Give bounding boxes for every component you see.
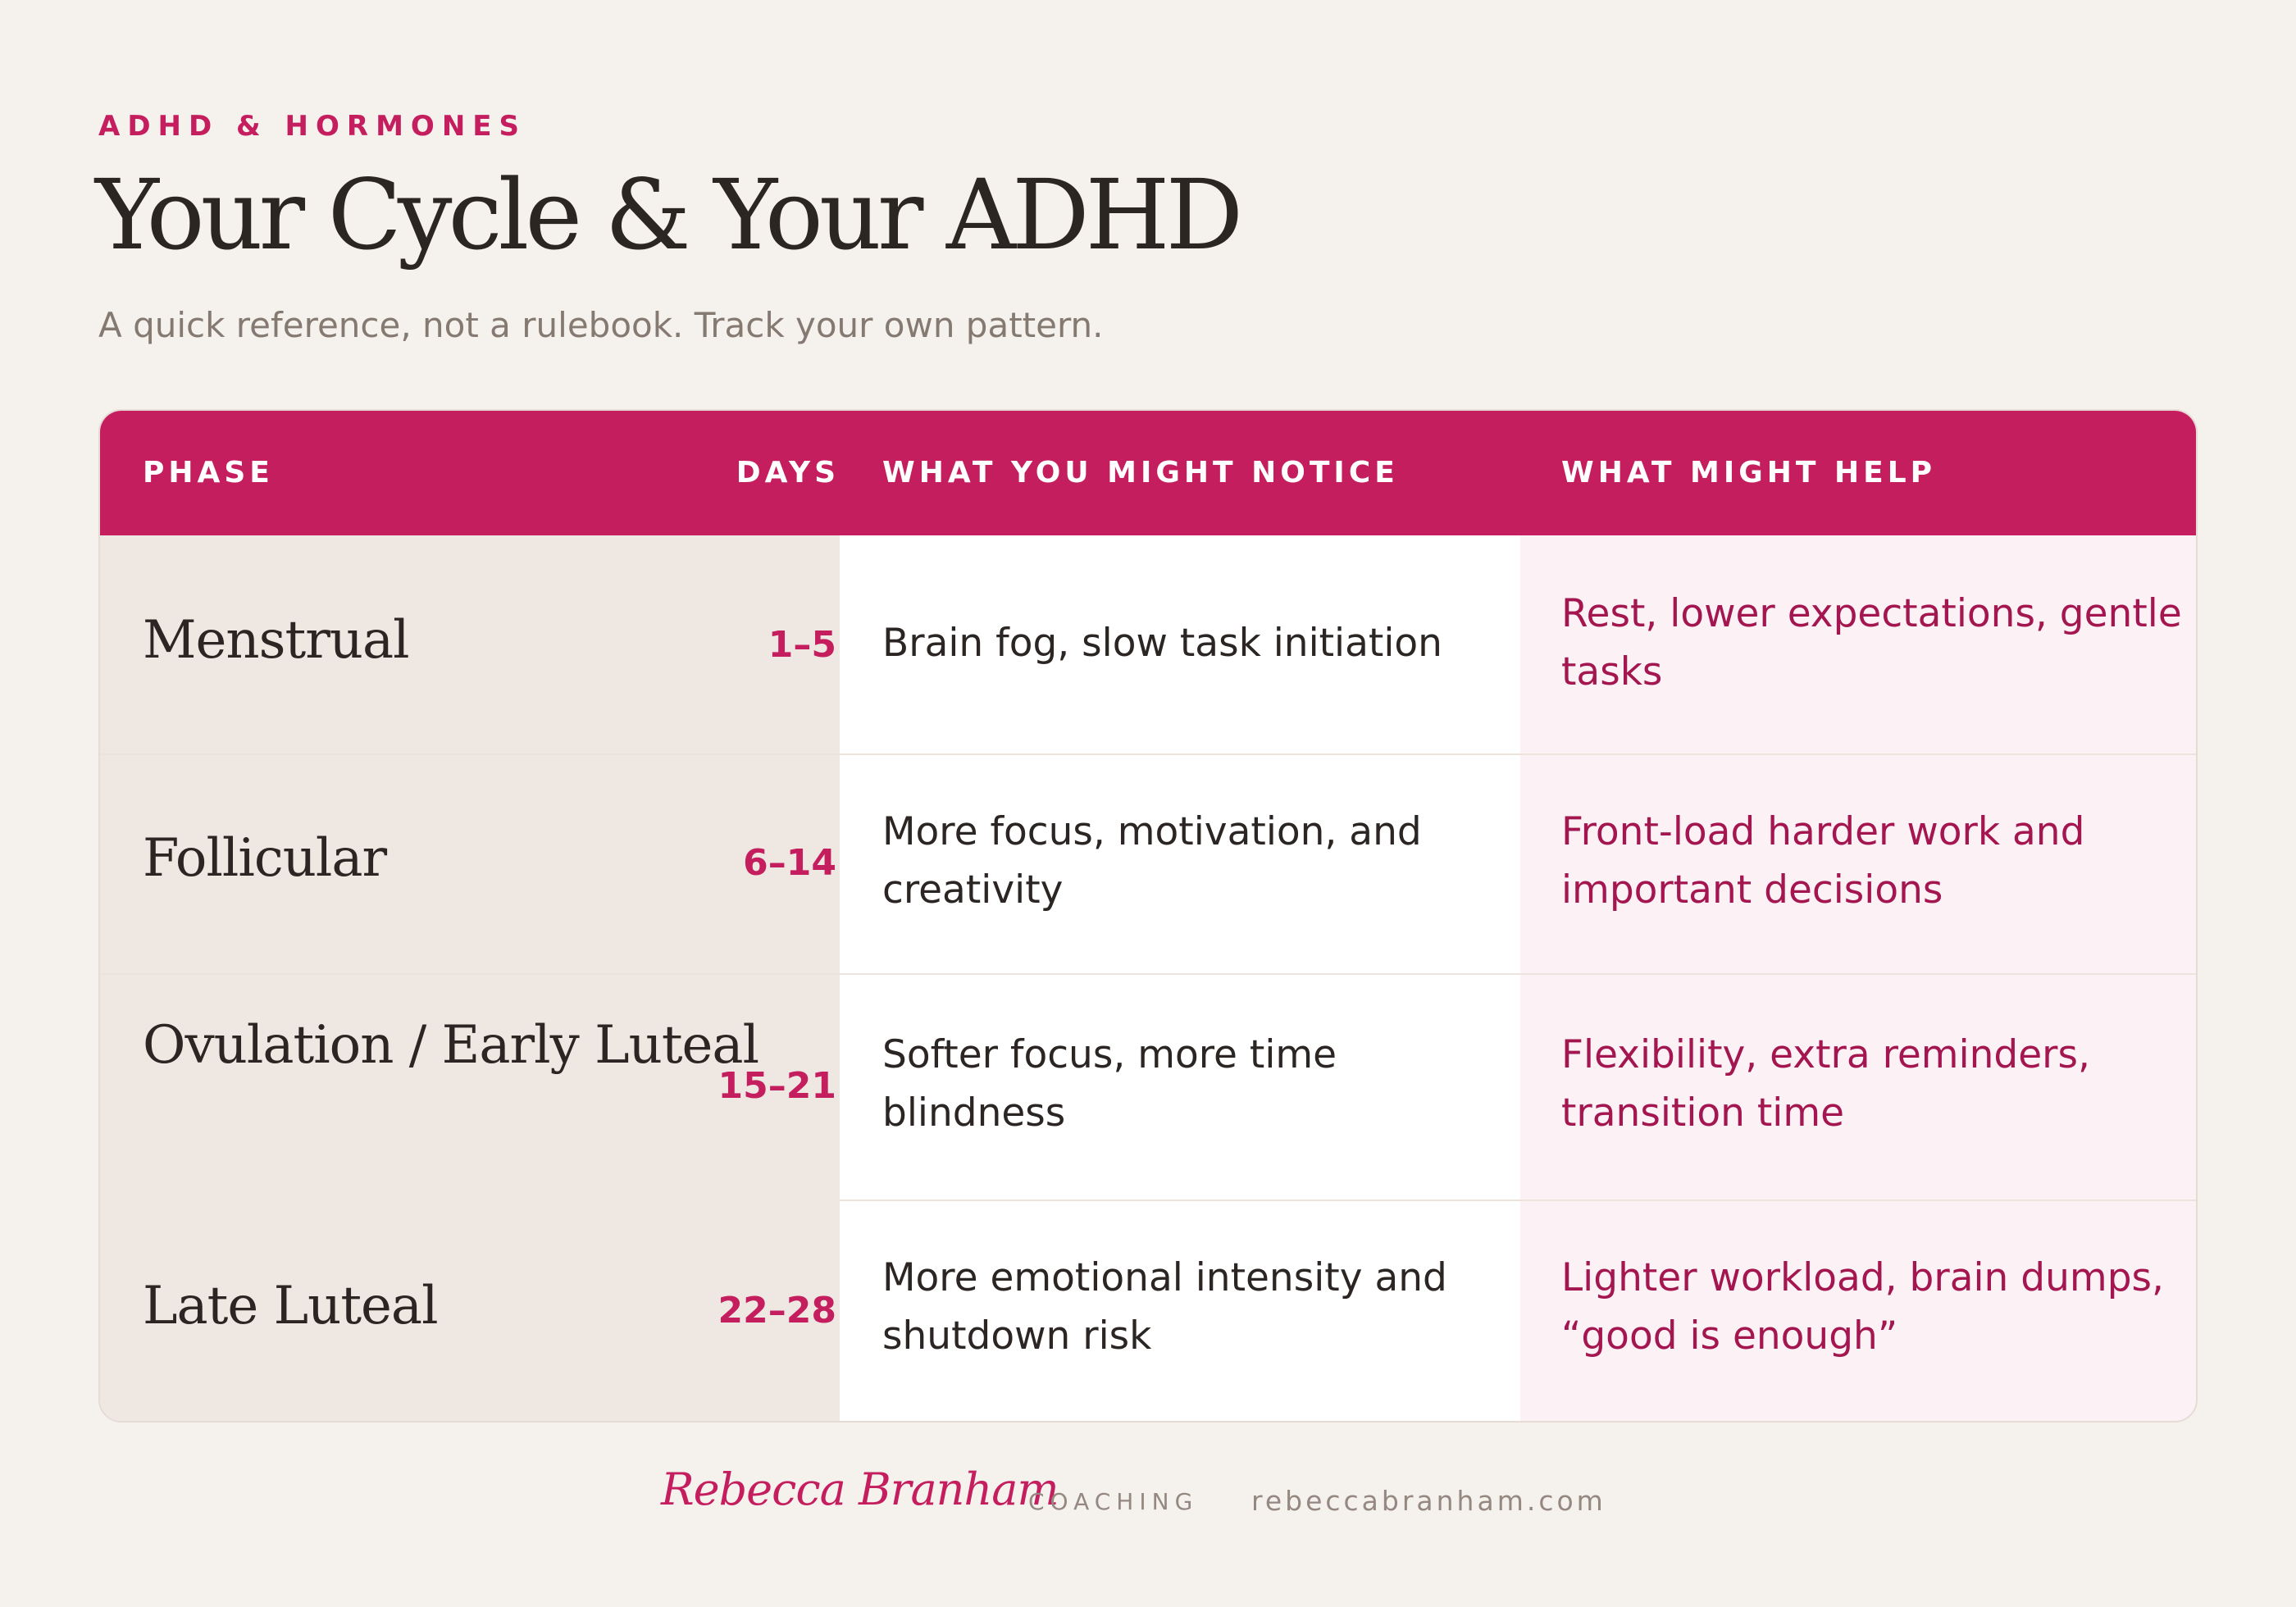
column-header-days: DAYS xyxy=(736,456,840,489)
phase-notice: Softer focus, more time blindness xyxy=(882,1032,1337,1136)
table-row xyxy=(100,755,2198,973)
column-header-notice: WHAT YOU MIGHT NOTICE xyxy=(882,456,1399,489)
brand-tagline: COACHING xyxy=(1028,1488,1199,1515)
phase-notice: Brain fog, slow task initiation xyxy=(882,621,1442,666)
phase-help: Front-load harder work and important decisions xyxy=(1561,809,2085,913)
brand-name: Rebecca Branham xyxy=(661,1464,1059,1515)
table-header xyxy=(100,411,2198,535)
table-row xyxy=(100,1201,2198,1423)
footer xyxy=(0,1464,2296,1529)
phase-name: Late Luteal xyxy=(143,1276,438,1336)
phase-name: Ovulation / Early Luteal xyxy=(143,1015,759,1076)
table-row xyxy=(100,975,2198,1200)
phase-name: Follicular xyxy=(143,828,387,889)
phase-days: 22–28 xyxy=(718,1290,836,1332)
phase-help: Flexibility, extra reminders, transition time xyxy=(1561,1032,2090,1136)
column-header-phase: PHASE xyxy=(143,456,274,489)
phase-notice: More focus, motivation, and creativity xyxy=(882,809,1422,913)
phase-days: 1–5 xyxy=(768,624,836,666)
phase-help: Lighter workload, brain dumps, “good is enough” xyxy=(1561,1255,2164,1359)
phase-days: 6–14 xyxy=(743,842,836,884)
phase-name: Menstrual xyxy=(143,610,409,671)
website-url: rebeccabranham.com xyxy=(1251,1485,1606,1517)
phase-notice: More emotional intensity and shutdown risk xyxy=(882,1255,1447,1359)
table-row xyxy=(100,535,2198,753)
page-subtitle: A quick reference, not a rulebook. Track your own pattern. xyxy=(98,305,1104,345)
eyebrow-label: ADHD & HORMONES xyxy=(98,110,526,143)
column-header-help: WHAT MIGHT HELP xyxy=(1561,456,1937,489)
phase-help: Rest, lower expectations, gentle tasks xyxy=(1561,591,2182,694)
phase-days: 15–21 xyxy=(718,1065,836,1107)
cycle-table xyxy=(98,409,2198,1423)
page-title: Your Cycle & Your ADHD xyxy=(95,158,1240,271)
